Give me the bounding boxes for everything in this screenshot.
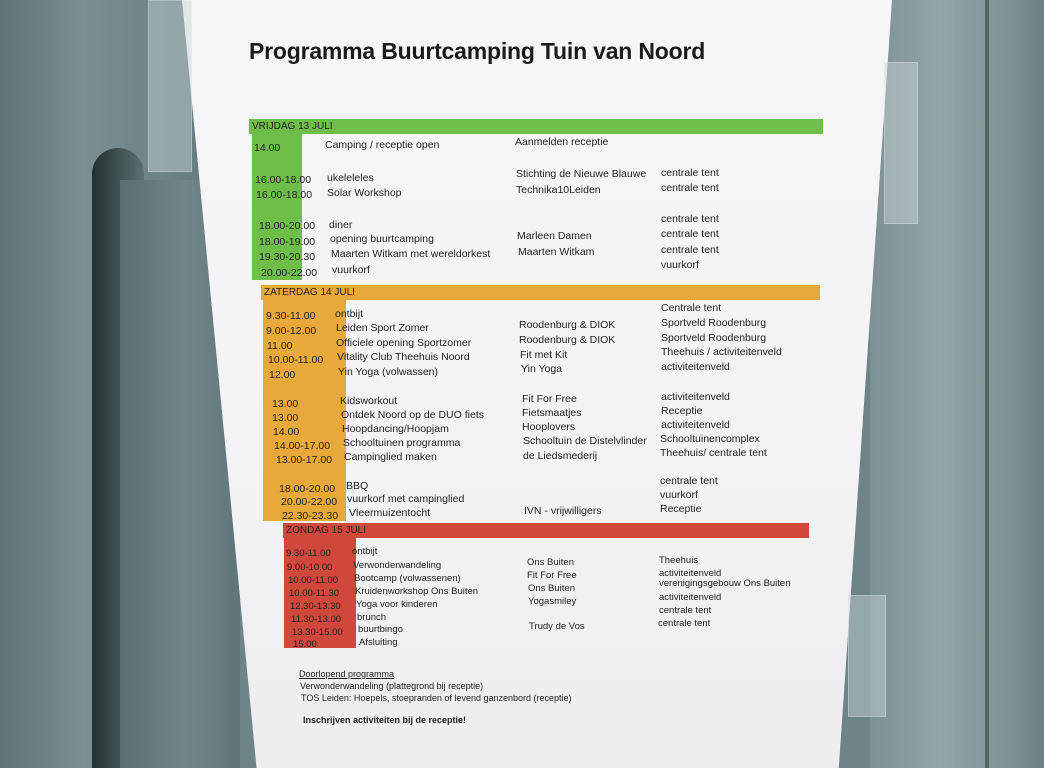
- sun-place-7: centrale tent: [658, 618, 711, 629]
- sat-time-4: 10.00-11.00: [268, 354, 324, 366]
- tape-left: [148, 0, 192, 172]
- sat-place-6: activiteitenveld: [661, 391, 730, 403]
- sat-org-7: Fietsmaatjes: [522, 407, 582, 419]
- sat-place-2: Sportveld Roodenburg: [661, 317, 767, 329]
- sat-place-12: vuurkorf: [660, 489, 698, 501]
- fri-time-5: 18.00-19.00: [259, 236, 316, 248]
- sun-time-2: 9.00-10.00: [287, 562, 333, 573]
- day-header-sunday: ZONDAG 15 JULI: [283, 523, 809, 538]
- sun-activity-4: Kruidenworkshop Ons Buiten: [355, 586, 479, 597]
- sun-org-3: Fit For Free: [527, 570, 577, 581]
- sat-time-8: 14.00: [273, 426, 300, 438]
- sat-place-3: Sportveld Roodenburg: [661, 332, 767, 344]
- sat-place-8: activiteitenveld: [661, 419, 730, 431]
- sun-place-4: verenigingsgebouw Ons Buiten: [659, 578, 791, 589]
- sun-time-8: 15.00: [293, 639, 317, 650]
- fri-place-6: centrale tent: [661, 244, 719, 256]
- sat-activity-6: Kidsworkout: [340, 395, 398, 407]
- sat-org-8: Hooplovers: [522, 421, 576, 433]
- sun-time-1: 9.30-11.00: [286, 548, 331, 559]
- footer-line-1: Verwonderwandeling (plattegrond bij receptie): [300, 681, 484, 691]
- footer-note: Inschrijven activiteiten bij de receptie!: [303, 715, 467, 725]
- sat-time-6: 13.00: [272, 398, 299, 410]
- sun-place-3: activiteitenveld: [659, 568, 722, 579]
- sat-activity-8: Hoopdancing/Hoopjam: [342, 423, 449, 435]
- fri-time-6: 19.30-20.30: [259, 251, 316, 263]
- fri-activity-1: Camping / receptie open: [325, 139, 440, 151]
- sun-time-4: 10.00-11.30: [289, 588, 340, 599]
- fri-place-5: centrale tent: [661, 228, 719, 240]
- sat-time-3: 11.00: [267, 340, 293, 352]
- sun-time-5: 12.30-13.30: [290, 601, 341, 612]
- tape-right-bottom: [848, 595, 886, 717]
- sun-activity-2: Verwonderwandeling: [353, 560, 442, 571]
- door-seam: [985, 0, 989, 768]
- sat-time-10: 13.00-17.00: [276, 454, 333, 466]
- sat-activity-1: ontbijt: [335, 308, 364, 320]
- fri-org-5: Marleen Damen: [517, 230, 592, 242]
- fri-activity-5: opening buurtcamping: [330, 233, 434, 245]
- fri-org-1: Aanmelden receptie: [515, 136, 609, 148]
- tape-right: [884, 62, 918, 224]
- sat-org-2: Roodenburg & DIOK: [519, 319, 616, 331]
- footer-line-2: TOS Leiden: Hoepels, stoepranden of levend ganzenbord (receptie): [301, 693, 572, 703]
- day-header-friday: VRIJDAG 13 JULI: [249, 119, 823, 134]
- sun-org-5: Yogasmiley: [528, 596, 577, 607]
- sun-org-4: Ons Buiten: [528, 583, 575, 594]
- sat-time-5: 12.00: [269, 369, 296, 381]
- fri-time-2: 16.00-18.00: [255, 174, 312, 186]
- sun-place-2: Theehuis: [659, 555, 699, 566]
- fri-org-6: Maarten Witkam: [518, 246, 595, 258]
- fri-org-2: Stichting de Nieuwe Blauwe: [516, 168, 647, 180]
- fri-time-1: 14.00: [254, 142, 281, 154]
- footer-heading: Doorlopend programma: [299, 669, 395, 679]
- sat-activity-9: Schooltuinen programma: [343, 437, 461, 449]
- sun-activity-7: buurtbingo: [358, 624, 403, 635]
- program-title: Programma Buurtcamping Tuin van Noord: [249, 38, 706, 64]
- sat-org-9: Schooltuin de Distelvlinder: [523, 435, 647, 447]
- sat-place-13: Receptie: [660, 503, 702, 515]
- fri-time-3: 16.00-18.00: [256, 189, 313, 201]
- sat-org-10: de Liedsmederij: [523, 450, 598, 462]
- sat-place-7: Receptie: [661, 405, 703, 417]
- sat-place-5: activiteitenveld: [661, 361, 730, 373]
- sat-activity-13: Vleermuizentocht: [349, 507, 431, 519]
- sat-activity-5: Yin Yoga (volwassen): [338, 366, 439, 378]
- fri-place-4: centrale tent: [661, 213, 719, 225]
- sat-place-10: Theehuis/ centrale tent: [660, 447, 767, 459]
- sat-org-3: Roodenburg & DIOK: [519, 334, 616, 346]
- fri-time-7: 20.00-22.00: [261, 267, 318, 279]
- fri-activity-7: vuurkorf: [332, 264, 370, 276]
- sat-time-12: 20.00-22.00: [281, 496, 338, 508]
- sat-activity-2: Leiden Sport Zomer: [336, 322, 429, 334]
- sun-time-3: 10.00-11.00: [288, 575, 339, 586]
- sun-org-2: Ons Buiten: [527, 557, 574, 568]
- sun-activity-8: Afsluiting: [359, 637, 398, 648]
- sat-time-13: 22.30-23.30: [282, 510, 339, 522]
- sun-place-6: centrale tent: [659, 605, 712, 616]
- sat-time-11: 18.00-20.00: [279, 483, 336, 495]
- sat-org-5: Yin Yoga: [521, 363, 563, 375]
- sun-activity-3: Bootcamp (volwassenen): [354, 573, 461, 584]
- sat-time-2: 9.00-12.00: [266, 325, 317, 337]
- sat-place-11: centrale tent: [660, 475, 718, 487]
- sat-place-1: Centrale tent: [661, 302, 722, 314]
- sat-activity-7: Ontdek Noord op de DUO fiets: [341, 409, 484, 421]
- sat-time-7: 13.00: [272, 412, 299, 424]
- sat-place-9: Schooltuinencomplex: [660, 433, 760, 445]
- sun-time-6: 11.30-13.00: [291, 614, 342, 625]
- sat-activity-12: vuurkorf met campinglied: [347, 493, 465, 505]
- day-header-saturday: ZATERDAG 14 JULI: [261, 285, 820, 300]
- sun-place-5: activiteitenveld: [659, 592, 722, 603]
- fri-time-4: 18.00-20.00: [259, 220, 316, 232]
- fri-org-3: Technika10Leiden: [516, 184, 601, 196]
- sun-time-7: 13.30-15.00: [292, 627, 343, 638]
- fri-activity-4: diner: [329, 219, 353, 231]
- sat-org-4: Fit met Kit: [520, 349, 568, 361]
- sat-activity-3: Officiele opening Sportzomer: [336, 337, 472, 349]
- sat-org-6: Fit For Free: [522, 393, 577, 405]
- sat-org-13: IVN - vrijwilligers: [524, 505, 602, 517]
- fri-place-3: centrale tent: [661, 182, 719, 194]
- fri-place-2: centrale tent: [661, 167, 719, 179]
- sat-place-4: Theehuis / activiteitenveld: [661, 346, 782, 358]
- sat-activity-4: Vitality Club Theehuis Noord: [337, 351, 470, 363]
- fri-activity-2: ukeleleles: [327, 172, 374, 184]
- fri-activity-3: Solar Workshop: [327, 187, 402, 199]
- sat-activity-11: BBQ: [346, 480, 369, 492]
- sat-activity-10: Campinglied maken: [344, 451, 437, 463]
- fri-place-7: vuurkorf: [661, 259, 699, 271]
- sun-activity-6: brunch: [357, 612, 387, 623]
- sun-activity-5: Yoga voor kinderen: [356, 599, 438, 610]
- sun-org-7: Trudy de Vos: [529, 621, 585, 632]
- sat-time-1: 9.30-11.00: [266, 310, 316, 322]
- fri-activity-6: Maarten Witkam met wereldorkest: [331, 248, 491, 260]
- sat-time-9: 14.00-17.00: [274, 440, 331, 452]
- sun-activity-1: ontbijt: [352, 546, 378, 557]
